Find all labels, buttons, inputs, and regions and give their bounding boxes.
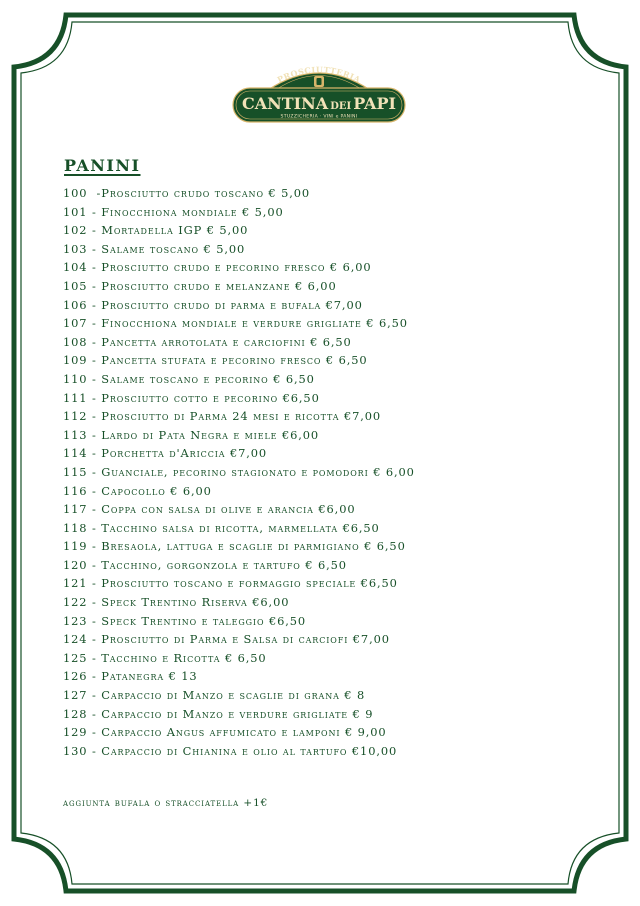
menu-item-text: Prosciutto crudo di parma e bufala €7,00 xyxy=(101,297,363,312)
logo-name: CANTINA DEI PAPI xyxy=(242,94,396,113)
menu-item-separator: - xyxy=(87,390,102,405)
menu-item-separator: - xyxy=(87,502,102,517)
menu-item xyxy=(63,426,603,445)
menu-item-text: Lardo di Pata Negra e miele €6,00 xyxy=(101,427,320,442)
menu-item-text: Tacchino, gorgonzola e tartufo € 6,50 xyxy=(101,557,347,572)
menu-item xyxy=(63,277,603,296)
menu-item-number: 130 xyxy=(63,743,88,758)
menu-item-text: Tacchino e Ricotta € 6,50 xyxy=(101,650,267,665)
menu-item-text: Pancetta arrotolata e carciofini € 6,50 xyxy=(101,334,352,349)
menu-item xyxy=(63,407,603,426)
menu-item-separator: - xyxy=(87,539,102,554)
menu-item-separator: - xyxy=(87,427,102,442)
logo-tagline: STUZZICHERIA · VINI e PANINI xyxy=(280,114,358,120)
menu-item-number: 123 xyxy=(63,613,88,628)
menu-item-separator: - xyxy=(87,632,102,647)
menu-item xyxy=(63,574,603,593)
menu-item-number: 116 xyxy=(63,483,88,498)
menu-item-separator: - xyxy=(87,260,102,275)
menu-item-number: 118 xyxy=(63,520,88,535)
menu-item xyxy=(63,519,603,538)
menu-item-text: Salame toscano € 5,00 xyxy=(101,241,246,256)
menu-item-separator: - xyxy=(87,353,102,368)
menu-item-separator: - xyxy=(87,446,102,461)
menu-item-number: 110 xyxy=(63,371,88,386)
menu-item-separator: - xyxy=(87,688,102,703)
cantina-dei-papi-logo xyxy=(230,62,408,128)
menu-item-text: Carpaccio di Manzo e scaglie di grana € 8 xyxy=(101,688,366,703)
menu-item-separator: - xyxy=(87,297,102,312)
menu-item-separator: - xyxy=(87,204,102,219)
section-title-panini: PANINI xyxy=(64,156,141,175)
menu-item-text: Patanegra € 13 xyxy=(101,669,198,684)
menu-item-text: Finocchiona mondiale e verdure grigliate € 6,50 xyxy=(101,316,408,331)
menu-item-separator: - xyxy=(87,725,102,740)
menu-item-separator: - xyxy=(87,595,102,610)
menu-item-separator: - xyxy=(87,334,102,349)
logo-emblem-inner xyxy=(317,78,322,85)
menu-item-number: 108 xyxy=(63,334,88,349)
menu-item xyxy=(63,333,603,352)
menu-item-text: Coppa con salsa di olive e arancia €6,00 xyxy=(101,502,356,517)
panini-menu-list xyxy=(63,184,603,760)
menu-item xyxy=(63,463,603,482)
menu-item-text: Guanciale, pecorino stagionato e pomodori € 6,00 xyxy=(101,464,415,479)
menu-item xyxy=(63,537,603,556)
menu-item-number: 117 xyxy=(63,502,88,517)
menu-item xyxy=(63,370,603,389)
menu-item-number: 126 xyxy=(63,669,88,684)
menu-item xyxy=(63,314,603,333)
menu-item-separator: - xyxy=(87,186,102,200)
menu-item-separator: - xyxy=(87,613,102,628)
menu-item xyxy=(63,630,603,649)
menu-item-separator: - xyxy=(87,706,102,721)
menu-item-separator: - xyxy=(87,241,102,256)
menu-item-text: Bresaola, lattuga e scaglie di parmigiano € 6,50 xyxy=(101,539,406,554)
menu-item-number: 129 xyxy=(63,725,88,740)
menu-item xyxy=(63,742,603,761)
menu-item xyxy=(63,612,603,631)
menu-item xyxy=(63,221,603,240)
menu-item-text: Mortadella IGP € 5,00 xyxy=(101,223,249,238)
menu-item-separator: - xyxy=(87,223,102,238)
menu-item-separator: - xyxy=(87,743,102,758)
menu-item-separator: - xyxy=(87,650,102,665)
menu-item-number: 114 xyxy=(63,446,88,461)
menu-item-separator: - xyxy=(87,520,102,535)
menu-item-text: Prosciutto crudo e pecorino fresco € 6,00 xyxy=(101,260,372,275)
menu-item-number: 105 xyxy=(63,278,88,293)
menu-item-text: Prosciutto crudo e melanzane € 6,00 xyxy=(101,278,337,293)
menu-item-separator: - xyxy=(87,576,102,591)
menu-item xyxy=(63,203,603,222)
menu-item-number: 109 xyxy=(63,353,88,368)
menu-item-separator: - xyxy=(87,316,102,331)
menu-item xyxy=(63,296,603,315)
menu-item-text: Prosciutto toscano e formaggio speciale €6,50 xyxy=(101,576,398,591)
menu-item-number: 121 xyxy=(63,576,88,591)
menu-item-number: 102 xyxy=(63,223,88,238)
menu-item xyxy=(63,351,603,370)
menu-item xyxy=(63,500,603,519)
menu-item-number: 120 xyxy=(63,557,88,572)
menu-item-text: Speck Trentino e taleggio €6,50 xyxy=(101,613,307,628)
menu-item xyxy=(63,705,603,724)
menu-item-number: 119 xyxy=(63,539,88,554)
menu-item-text: Speck Trentino Riserva €6,00 xyxy=(101,595,290,610)
menu-item-number: 106 xyxy=(63,297,88,312)
menu-item-number: 111 xyxy=(63,390,88,405)
menu-item xyxy=(63,482,603,501)
menu-item-text: Salame toscano e pecorino € 6,50 xyxy=(101,371,315,386)
menu-item-text: Prosciutto crudo toscano € 5,00 xyxy=(101,186,311,200)
menu-item-separator: - xyxy=(87,557,102,572)
logo-top-text: PROSCIUTTERIA xyxy=(275,64,363,85)
menu-item xyxy=(63,593,603,612)
menu-item-text: Carpaccio di Manzo e verdure grigliate € 9 xyxy=(101,706,374,721)
menu-item-number: 101 xyxy=(63,204,88,219)
menu-item-text: Prosciutto di Parma 24 mesi e ricotta €7,00 xyxy=(101,409,382,424)
menu-item-text: Porchetta d'Ariccia €7,00 xyxy=(101,446,268,461)
footer-note: aggiunta bufala o stracciatella +1€ xyxy=(63,797,269,809)
menu-item-separator: - xyxy=(87,464,102,479)
menu-item xyxy=(63,556,603,575)
menu-item-text: Prosciutto di Parma e Salsa di carciofi €7,00 xyxy=(101,632,390,647)
menu-item xyxy=(63,258,603,277)
menu-item-number: 100 xyxy=(63,186,88,200)
menu-item-text: Carpaccio Angus affumicato e lamponi € 9,00 xyxy=(101,725,387,740)
menu-item-number: 104 xyxy=(63,260,88,275)
menu-item-number: 122 xyxy=(63,595,88,610)
menu-item-number: 107 xyxy=(63,316,88,331)
menu-item xyxy=(63,184,603,203)
menu-item-number: 128 xyxy=(63,706,88,721)
menu-item xyxy=(63,240,603,259)
menu-item-separator: - xyxy=(87,371,102,386)
menu-item-number: 115 xyxy=(63,464,88,479)
menu-item xyxy=(63,723,603,742)
menu-item-text: Capocollo € 6,00 xyxy=(101,483,212,498)
menu-item-number: 127 xyxy=(63,688,88,703)
menu-item xyxy=(63,686,603,705)
menu-item-separator: - xyxy=(87,278,102,293)
menu-item-number: 103 xyxy=(63,241,88,256)
menu-item-number: 125 xyxy=(63,650,88,665)
menu-item-number: 113 xyxy=(63,427,88,442)
menu-item xyxy=(63,389,603,408)
menu-item-number: 124 xyxy=(63,632,88,647)
menu-item-separator: - xyxy=(87,409,102,424)
menu-item-separator: - xyxy=(87,483,102,498)
menu-item xyxy=(63,667,603,686)
menu-item xyxy=(63,649,603,668)
menu-item-number: 112 xyxy=(63,409,88,424)
menu-item xyxy=(63,444,603,463)
menu-item-text: Finocchiona mondiale € 5,00 xyxy=(101,204,284,219)
menu-item-text: Prosciutto cotto e pecorino €6,50 xyxy=(101,390,320,405)
menu-item-text: Pancetta stufata e pecorino fresco € 6,50 xyxy=(101,353,368,368)
menu-item-text: Carpaccio di Chianina e olio al tartufo €10,00 xyxy=(101,743,398,758)
menu-item-text: Tacchino salsa di ricotta, marmellata €6,50 xyxy=(101,520,380,535)
menu-item-separator: - xyxy=(87,669,102,684)
